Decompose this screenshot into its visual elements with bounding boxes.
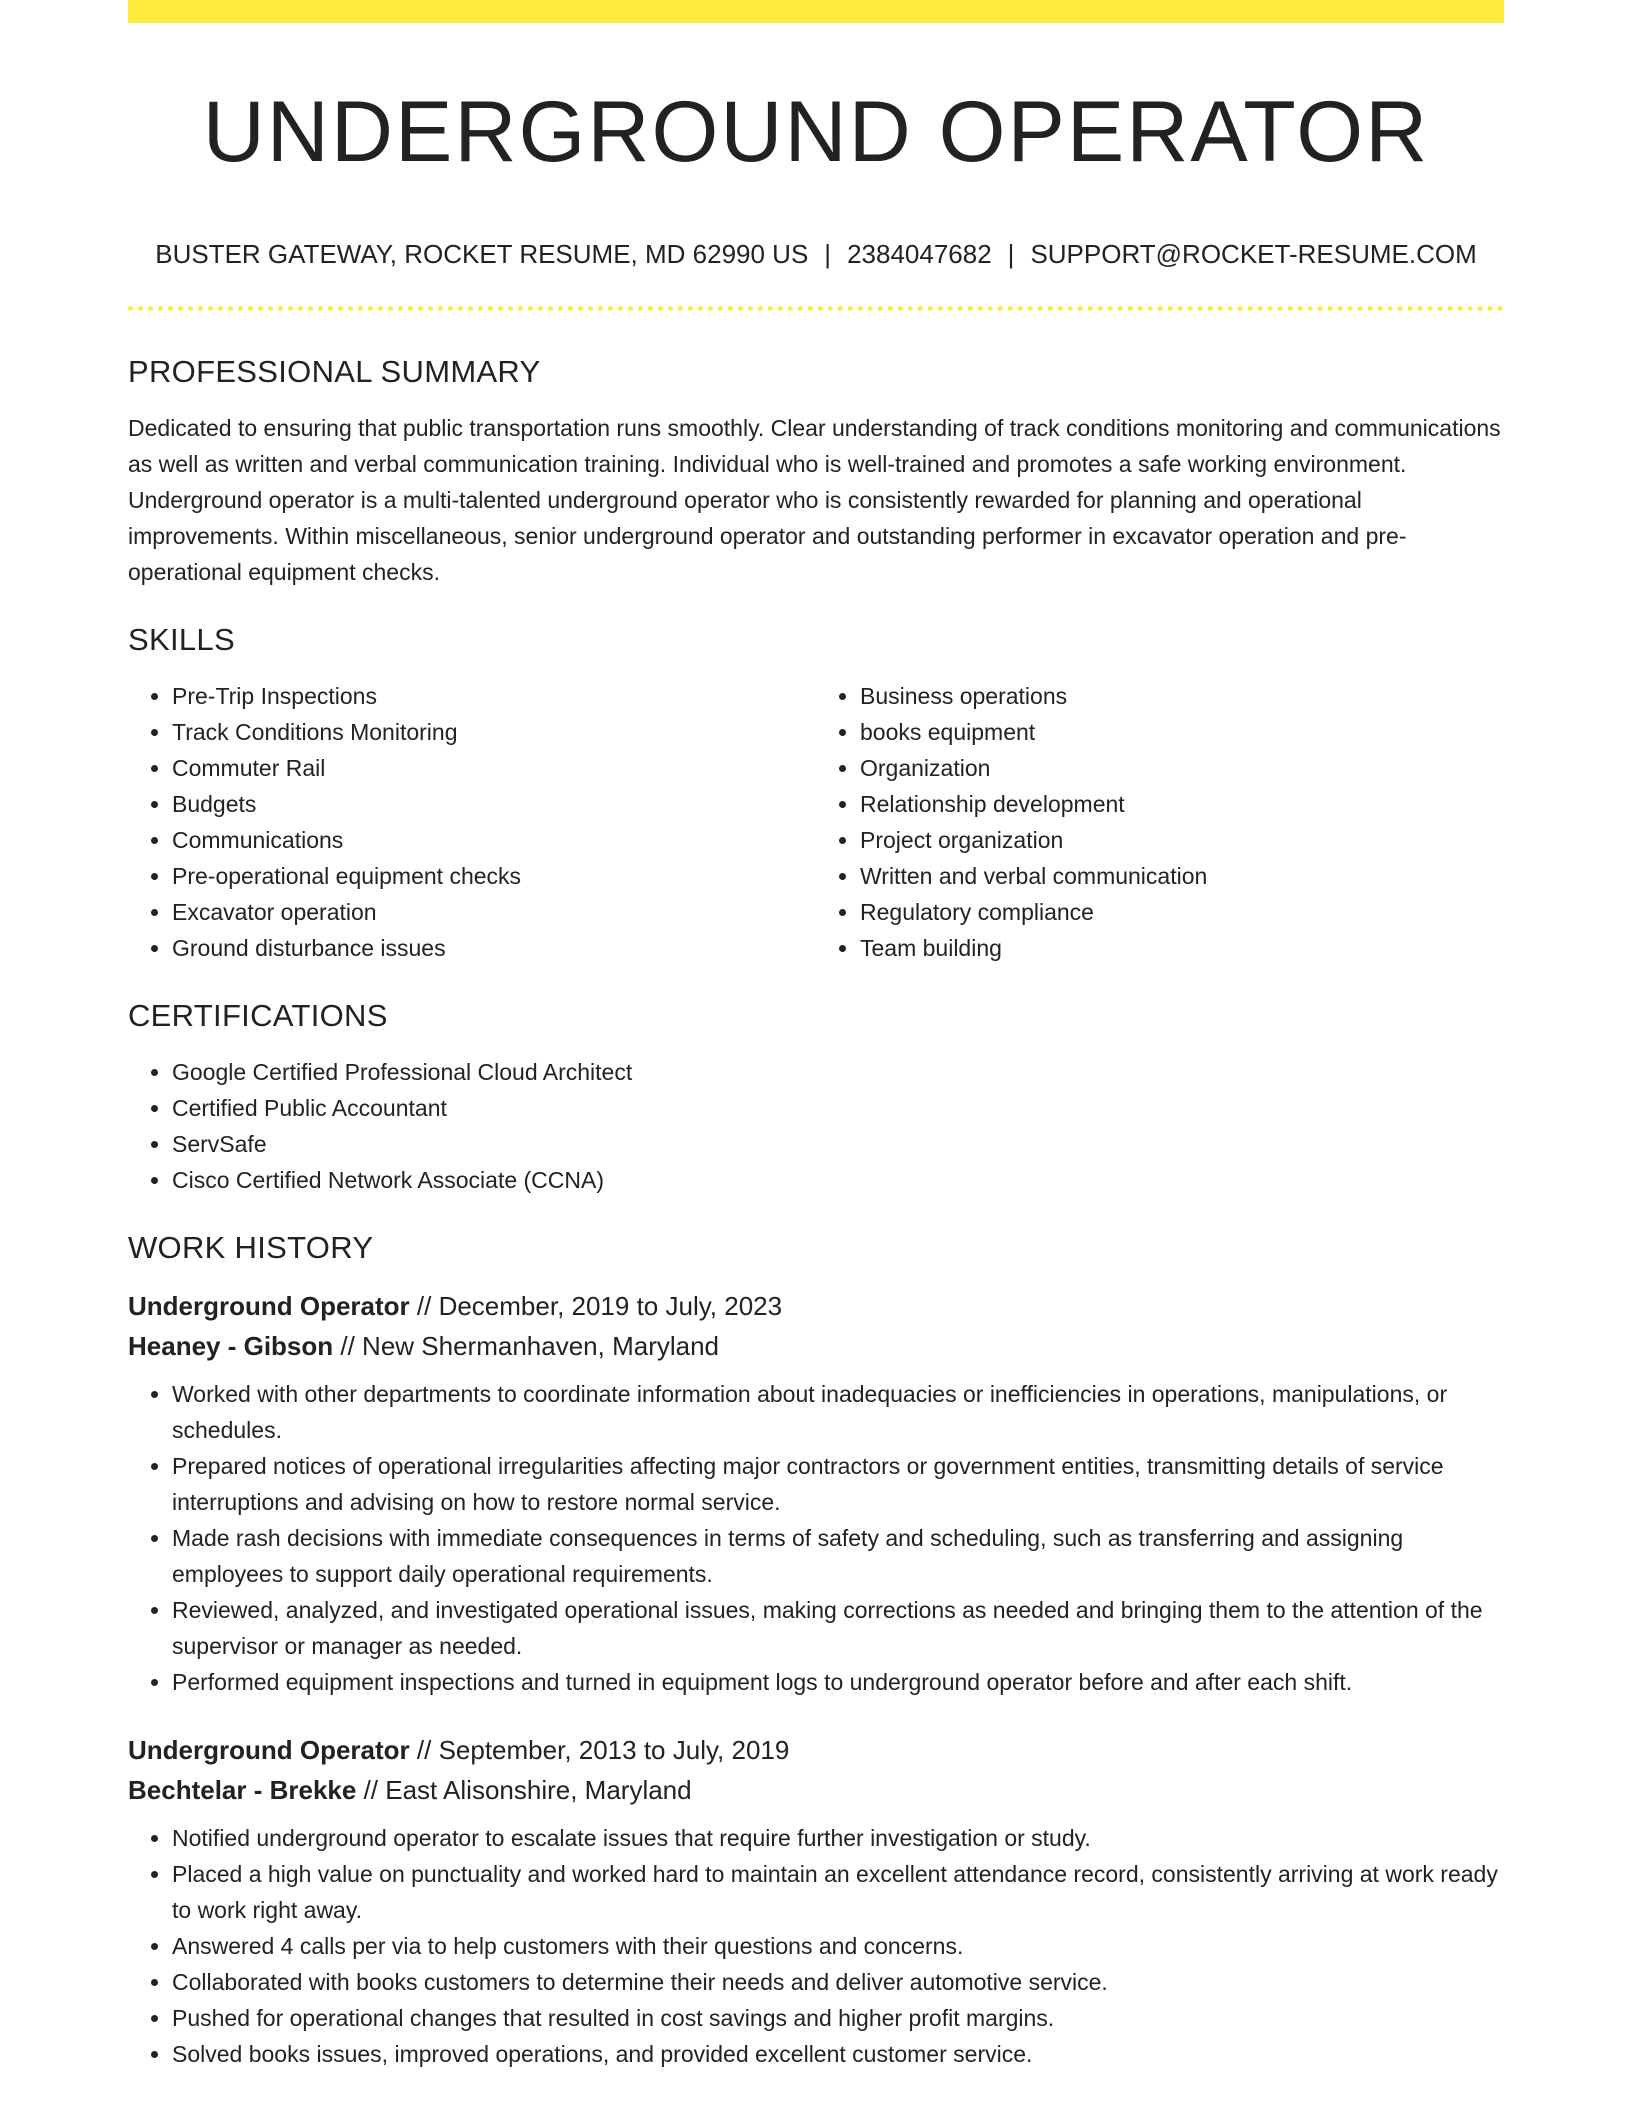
job-title: Underground Operator bbox=[128, 1735, 410, 1765]
job-bullet: • Prepared notices of operational irregularities affecting major contractors or government entities, transmitting details of service interruptions and advising on how to restore normal service. bbox=[172, 1448, 1504, 1520]
skill-item: • Commuter Rail bbox=[172, 750, 816, 786]
job-company-line bbox=[128, 1326, 1504, 1366]
job-company: Bechtelar - Brekke bbox=[128, 1775, 357, 1805]
job-bullets bbox=[128, 1820, 1504, 2072]
resume-body bbox=[128, 352, 1504, 2072]
skill-item: • Business operations bbox=[860, 678, 1504, 714]
job-bullet: • Pushed for operational changes that resulted in cost savings and higher profit margins. bbox=[172, 2000, 1504, 2036]
skill-item: • Ground disturbance issues bbox=[172, 930, 816, 966]
job-location: // New Shermanhaven, Maryland bbox=[333, 1331, 720, 1361]
job-bullet: • Worked with other departments to coordinate information about inadequacies or inefficiencies in operations, manipulations, or schedules. bbox=[172, 1376, 1504, 1448]
skills-columns bbox=[128, 678, 1504, 966]
job-bullet: • Collaborated with books customers to determine their needs and deliver automotive service. bbox=[172, 1964, 1504, 2000]
skills-list-right bbox=[816, 678, 1504, 966]
skill-item: • Track Conditions Monitoring bbox=[172, 714, 816, 750]
top-accent-bar bbox=[128, 0, 1504, 23]
dotted-divider bbox=[128, 306, 1504, 311]
job-title-line bbox=[128, 1730, 1504, 1770]
job-title-line bbox=[128, 1286, 1504, 1326]
contact-separator: | bbox=[824, 239, 832, 269]
job-bullet: • Reviewed, analyzed, and investigated operational issues, making corrections as needed and bringing them to the attention of the supervisor or manager as needed. bbox=[172, 1592, 1504, 1664]
skill-item: • Team building bbox=[860, 930, 1504, 966]
certification-item: • ServSafe bbox=[172, 1126, 1504, 1162]
job-entry bbox=[128, 1286, 1504, 1700]
work-history-heading: WORK HISTORY bbox=[128, 1230, 374, 1265]
skill-item: • Pre-operational equipment checks bbox=[172, 858, 816, 894]
contact-phone: 2384047682 bbox=[847, 239, 992, 269]
skill-item: • books equipment bbox=[860, 714, 1504, 750]
certification-item: • Certified Public Accountant bbox=[172, 1090, 1504, 1126]
job-bullet: • Solved books issues, improved operations, and provided excellent customer service. bbox=[172, 2036, 1504, 2072]
skills-list-left bbox=[128, 678, 816, 966]
job-location: // East Alisonshire, Maryland bbox=[356, 1775, 692, 1805]
candidate-name: UNDERGROUND OPERATOR bbox=[202, 84, 1430, 180]
job-bullet: • Performed equipment inspections and turned in equipment logs to underground operator before and after each shift. bbox=[172, 1664, 1504, 1700]
contact-separator: | bbox=[1007, 239, 1015, 269]
summary-text: Dedicated to ensuring that public transportation runs smoothly. Clear understanding of track conditions monitoring and communications as well as written and verbal communication training. Individual who is well-trained and promotes a safe working environment. Underground operator is a multi-talented underground operator who is consistently rewarded for planning and operational improvements. Within miscellaneous, senior underground operator and outstanding performer in excavator operation and pre-operational equipment checks. bbox=[128, 415, 1501, 585]
skill-item: • Relationship development bbox=[860, 786, 1504, 822]
skill-item: • Budgets bbox=[172, 786, 816, 822]
contact-address: BUSTER GATEWAY, ROCKET RESUME, MD 62990 US bbox=[155, 239, 809, 269]
job-entry bbox=[128, 1730, 1504, 2072]
job-bullet: • Placed a high value on punctuality and worked hard to maintain an excellent attendance record, consistently arriving at work ready to work right away. bbox=[172, 1856, 1504, 1928]
contact-line bbox=[128, 237, 1504, 271]
skill-item: • Written and verbal communication bbox=[860, 858, 1504, 894]
job-company-line bbox=[128, 1770, 1504, 1810]
work-history-section bbox=[128, 1228, 1504, 2072]
skill-item: • Regulatory compliance bbox=[860, 894, 1504, 930]
skill-item: • Communications bbox=[172, 822, 816, 858]
contact-email: SUPPORT@ROCKET-RESUME.COM bbox=[1030, 239, 1477, 269]
job-bullet: • Answered 4 calls per via to help customers with their questions and concerns. bbox=[172, 1928, 1504, 1964]
skills-heading: SKILLS bbox=[128, 622, 235, 657]
skill-item: • Excavator operation bbox=[172, 894, 816, 930]
skill-item: • Organization bbox=[860, 750, 1504, 786]
job-dates: // December, 2019 to July, 2023 bbox=[409, 1291, 783, 1321]
job-title: Underground Operator bbox=[128, 1291, 410, 1321]
skill-item: • Pre-Trip Inspections bbox=[172, 678, 816, 714]
job-dates: // September, 2013 to July, 2019 bbox=[409, 1735, 790, 1765]
certification-item: • Google Certified Professional Cloud Architect bbox=[172, 1054, 1504, 1090]
skills-section bbox=[128, 620, 1504, 966]
job-bullets bbox=[128, 1376, 1504, 1700]
job-bullet: • Made rash decisions with immediate consequences in terms of safety and scheduling, such as transferring and assigning employees to support daily operational requirements. bbox=[172, 1520, 1504, 1592]
job-bullet: • Notified underground operator to escalate issues that require further investigation or study. bbox=[172, 1820, 1504, 1856]
summary-heading: PROFESSIONAL SUMMARY bbox=[128, 354, 541, 389]
skill-item: • Project organization bbox=[860, 822, 1504, 858]
certifications-list bbox=[128, 1054, 1504, 1198]
certifications-heading: CERTIFICATIONS bbox=[128, 998, 388, 1033]
job-company: Heaney - Gibson bbox=[128, 1331, 334, 1361]
certifications-section bbox=[128, 996, 1504, 1198]
summary-section bbox=[128, 352, 1504, 590]
certification-item: • Cisco Certified Network Associate (CCNA) bbox=[172, 1162, 1504, 1198]
